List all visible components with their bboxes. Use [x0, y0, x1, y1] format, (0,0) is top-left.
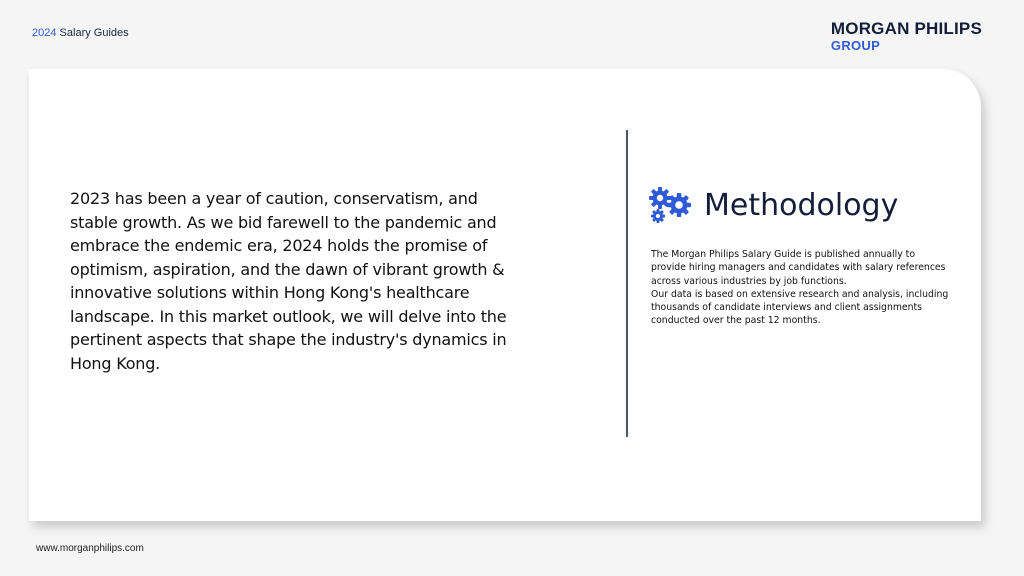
header-label — [32, 27, 129, 39]
intro-paragraph: 2023 has been a year of caution, conservatism, and stable growth. As we bid farewell to the pandemic and embrace the endemic era, 2024 holds the promise of optimism, aspiration, and the dawn of vibrant growth & innovative solutions within Hong Kong's healthcare landscape. In this market outlook, we will delve into the pertinent aspects that shape the industry's dynamics in Hong Kong. — [70, 189, 507, 373]
methodology-text — [651, 248, 951, 328]
footer-url-link[interactable]: www.morganphilips.com — [36, 543, 144, 554]
logo-name: MORGAN PHILIPS — [830, 19, 982, 38]
logo-group: GROUP — [830, 38, 881, 53]
header-title: Salary Guides — [59, 27, 129, 39]
header-year: 2024 — [32, 27, 57, 39]
methodology-title: Methodology — [704, 187, 899, 223]
methodology-paragraph-1: The Morgan Philips Salary Guide is published annually to provide hiring managers and candidates with salary references across various industries by job functions. — [651, 249, 946, 287]
company-logo[interactable] — [831, 20, 982, 52]
vertical-divider — [626, 130, 628, 437]
methodology-paragraph-2: Our data is based on extensive research and analysis, including thousands of candidate interviews and client assignments conducted over the past 12 months. — [651, 288, 949, 327]
methodology-heading — [648, 186, 898, 224]
gears-icon — [648, 186, 694, 224]
content-card — [29, 69, 981, 521]
